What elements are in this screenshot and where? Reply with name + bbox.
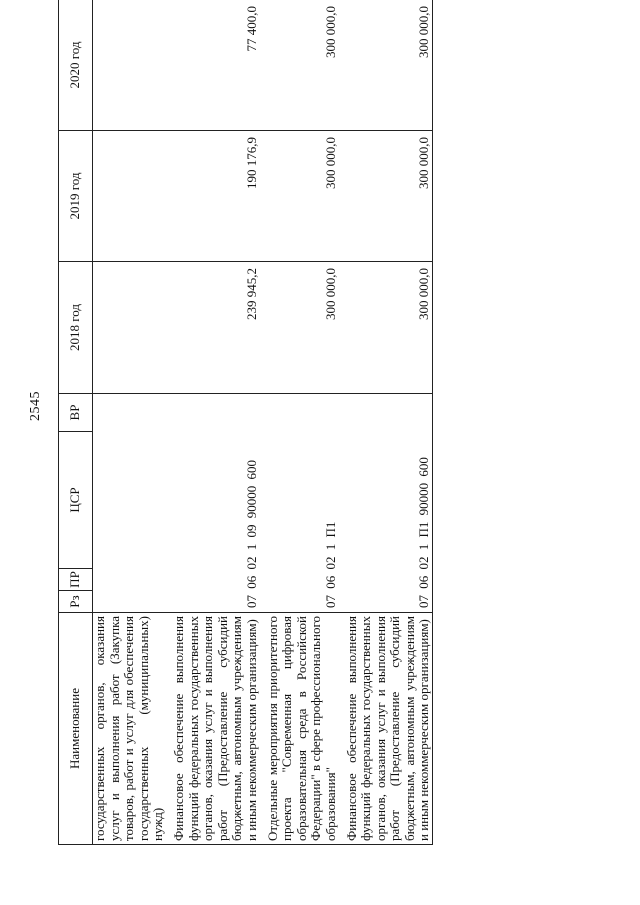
page-number: 2545 [28, 391, 43, 421]
row-2019 [93, 131, 166, 262]
row-codes: 07 06 02 1 П1 90000 600 [339, 394, 433, 613]
row-2018: 300 000,0 [260, 262, 339, 394]
table-row [339, 0, 433, 845]
row-name: государственных органов, оказания услуг и выполнения работ (Закупка товаров, работ и услуг для обеспечения государственных (муниципальных) нужд) [93, 613, 166, 845]
header-2020: 2020 год [59, 0, 93, 131]
row-2019: 190 176,9 [166, 131, 260, 262]
row-2020: 300 000,0 [339, 0, 433, 131]
header-name: Наименование [59, 613, 93, 845]
row-name: Отдельные мероприятия приоритетного проекта "Современная цифровая образовательная среда в Российской Федерации" в сфере профессионального образования" [260, 613, 339, 845]
header-vr: ВР [59, 394, 93, 432]
header-rz: Рз [59, 591, 93, 613]
rotated-table-page [58, 0, 640, 845]
table-row [166, 0, 260, 845]
row-2020 [93, 0, 166, 131]
table-row [260, 0, 339, 845]
row-2018 [93, 262, 166, 394]
header-2019: 2019 год [59, 131, 93, 262]
row-2019: 300 000,0 [339, 131, 433, 262]
header-pr: ПР [59, 569, 93, 591]
budget-table [58, 0, 433, 845]
row-2020: 300 000,0 [260, 0, 339, 131]
row-2018: 300 000,0 [339, 262, 433, 394]
row-2019: 300 000,0 [260, 131, 339, 262]
row-codes [93, 394, 166, 613]
table-row [93, 0, 166, 845]
row-name: Финансовое обеспечение выполнения функций федеральных государственных органов, оказания услуг и выполнения работ (Предоставление субсидий бюджетным, автономным учреждениям и иным некоммерческим организациям) [166, 613, 260, 845]
row-2020: 77 400,0 [166, 0, 260, 131]
header-csr: ЦСР [59, 432, 93, 569]
row-name: Финансовое обеспечение выполнения функций федеральных государственных органов, оказания услуг и выполнения работ (Предоставление субсидий бюджетным, автономным учреждениям и иным некоммерческим организациям) [339, 613, 433, 845]
row-2018: 239 945,2 [166, 262, 260, 394]
table-header-row [59, 0, 93, 845]
row-codes: 07 06 02 1 09 90000 600 [166, 394, 260, 613]
header-2018: 2018 год [59, 262, 93, 394]
row-codes: 07 06 02 1 П1 [260, 394, 339, 613]
